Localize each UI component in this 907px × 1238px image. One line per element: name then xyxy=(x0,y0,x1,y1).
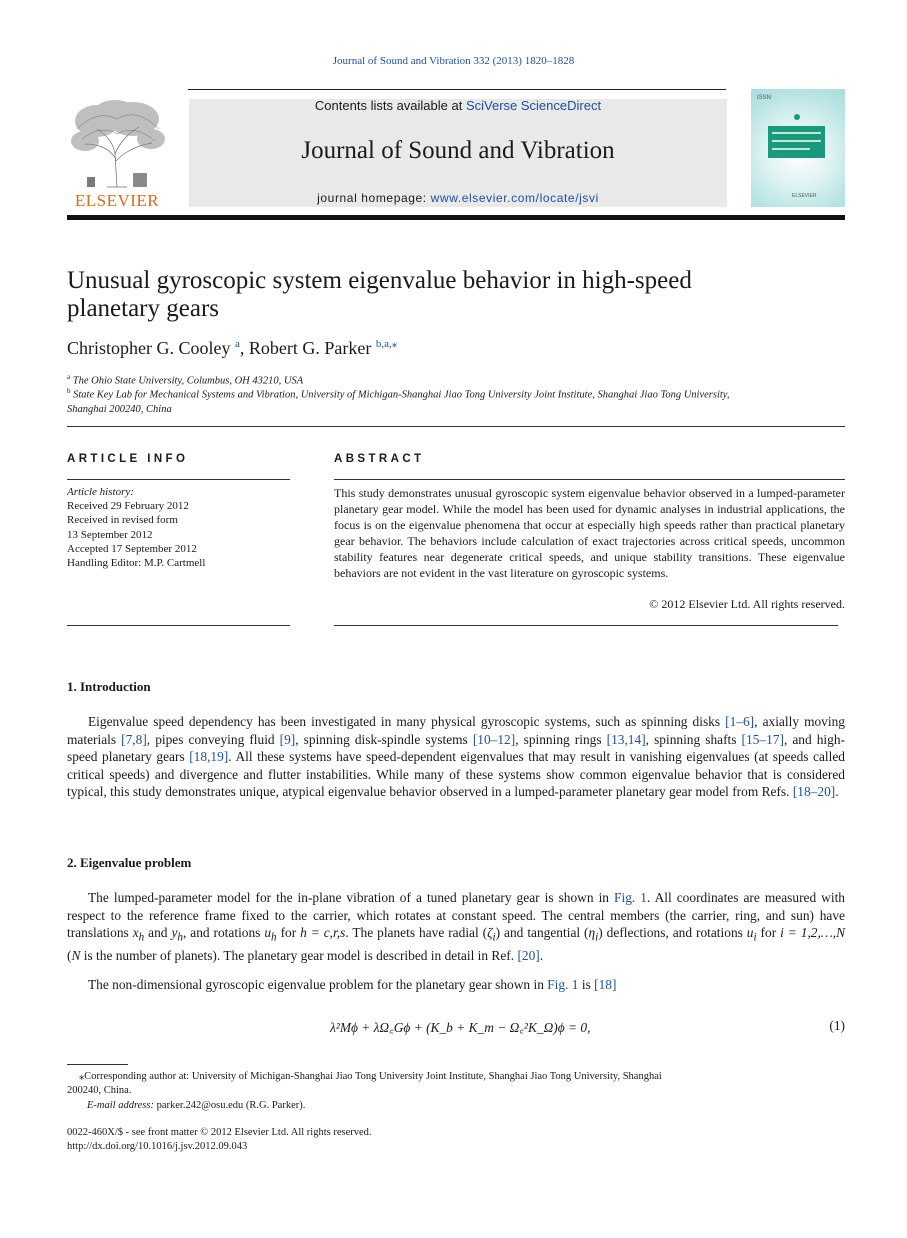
homepage-link[interactable]: www.elsevier.com/locate/jsvi xyxy=(430,191,599,205)
reference-link[interactable]: [13,14] xyxy=(606,731,646,747)
math-symbol: x xyxy=(132,925,139,941)
section-heading-introduction: 1. Introduction xyxy=(67,679,151,694)
journal-homepage-line xyxy=(189,191,727,205)
article-info-rule xyxy=(67,479,290,480)
author-name[interactable]: Christopher G. Cooley xyxy=(67,338,231,358)
journal-title: Journal of Sound and Vibration xyxy=(301,137,615,164)
body-text: , and rotations xyxy=(182,925,265,941)
elsevier-wordmark: ELSEVIER xyxy=(74,191,160,210)
tree-icon xyxy=(67,99,167,189)
article-title-line: Unusual gyroscopic system eigenvalue behavior in high-speed xyxy=(67,267,692,294)
header-top-rule xyxy=(188,89,726,90)
body-text: , and high-speed planetary gears xyxy=(67,731,845,765)
cover-publisher-text: ELSEVIER xyxy=(792,193,817,199)
introduction-paragraph xyxy=(67,713,845,801)
abstract-text: This study demonstrates unusual gyroscopic system eigenvalue behavior observed in a lumped-parameter planetary gear model. While the model has been used for dynamic analyses in industrial applications, the focus is on the eigenvalue phenomena that occur at especially high speeds rather than practical planetary gear behavior. The behaviors include calculation of exact trajectories across critical speeds, uncommon stability features near degenerate critical speeds, and unique stability transitions. These eigenvalue behaviors are not evident in the vast literature on gyroscopic systems. xyxy=(334,486,845,580)
body-text: . All these systems have speed-dependent eigenvalues that may result in vanishing eigenvalues (at speeds called critical speeds) and divergence and flutter instabilities. While many of these systems show common eigenvalue behavior that is considered typical, this study demonstrates unique, atypical eigenvalue behavior observed in a lumped-parameter planetary gear model from Refs. xyxy=(67,749,845,800)
figure-link[interactable]: Fig. 1 xyxy=(547,977,579,992)
body-text: ( xyxy=(67,948,72,964)
author-separator: , xyxy=(239,338,249,358)
body-text: ) deflections, and rotations xyxy=(598,925,747,941)
header-thick-rule xyxy=(67,215,845,220)
cover-title-box xyxy=(768,126,825,158)
cover-title-line xyxy=(772,132,821,134)
affiliation-text: The Ohio State University, Columbus, OH 43210, USA xyxy=(72,375,304,387)
front-matter-line: 0022-460X/$ - see front matter © 2012 Elsevier Ltd. All rights reserved. xyxy=(67,1127,372,1138)
abstract-rule xyxy=(334,479,845,480)
body-text: Eigenvalue speed dependency has been investigated in many physical gyroscopic systems, such as spinning disks xyxy=(88,714,726,729)
article-info-bottom-rule xyxy=(67,625,290,626)
cover-title-line xyxy=(772,148,810,150)
corresponding-author-footnote xyxy=(67,1070,845,1098)
journal-citation[interactable]: Journal of Sound and Vibration 332 (2013) 1820–1828 xyxy=(332,55,575,67)
math-subscript: i xyxy=(753,931,757,944)
doi-link[interactable]: http://dx.doi.org/10.1016/j.jsv.2012.09.043 xyxy=(67,1141,248,1152)
body-text: ) and tangential ( xyxy=(495,925,589,941)
author-affiliation-mark[interactable]: b,a,⁎ xyxy=(375,338,398,350)
eigenvalue-paragraph xyxy=(67,889,845,965)
footnote-text: 200240, China. xyxy=(67,1085,132,1096)
body-text: , spinning rings xyxy=(515,731,607,747)
contents-prefix: Contents lists available at xyxy=(314,98,466,113)
figure-link[interactable]: Fig. 1 xyxy=(614,890,647,905)
body-text: is xyxy=(578,977,595,992)
math-expression: = c,r,s xyxy=(306,925,346,941)
contents-line xyxy=(189,98,727,113)
history-item: Accepted 17 September 2012 xyxy=(67,542,197,555)
reference-link[interactable]: [7,8] xyxy=(121,731,147,747)
reference-link[interactable]: [15–17] xyxy=(741,731,784,747)
math-subscript: i xyxy=(492,931,496,944)
math-subscript: h xyxy=(138,931,145,944)
footnote-text: Corresponding author at: University of Michigan-Shanghai Jiao Tong University Joint Institute, Shanghai Jiao Tong University, Shanghai xyxy=(84,1071,662,1082)
author-list xyxy=(67,337,397,359)
homepage-prefix: journal homepage: xyxy=(317,191,431,205)
math-symbol: ζ xyxy=(487,925,493,941)
body-text: , axially moving materials xyxy=(67,714,845,747)
math-symbol: η xyxy=(588,925,596,941)
affiliation-text: State Key Lab for Mechanical Systems and Vibration, University of Michigan-Shanghai Jiao Tong University Joint Institute, Shanghai Jiao Tong University, xyxy=(73,389,730,401)
history-item: 13 September 2012 xyxy=(67,528,153,541)
affiliation-mark: a xyxy=(67,373,71,381)
math-symbol: N xyxy=(71,948,81,964)
article-info-heading: ARTICLE INFO xyxy=(67,453,189,465)
email-label: E-mail address: xyxy=(87,1100,154,1111)
body-text: and xyxy=(144,925,172,941)
footnote-mark: ⁎ xyxy=(79,1071,85,1082)
article-history xyxy=(67,485,292,570)
history-item: Received in revised form xyxy=(67,514,178,527)
history-label: Article history: xyxy=(67,486,134,498)
affiliation-mark: b xyxy=(67,387,71,395)
sciencedirect-link[interactable]: SciVerse ScienceDirect xyxy=(465,98,602,113)
email-footnote xyxy=(67,1099,845,1113)
cover-title-line xyxy=(772,140,821,142)
section-heading-eigenvalue-problem: 2. Eigenvalue problem xyxy=(67,855,192,870)
math-symbol: h xyxy=(300,925,307,941)
article-title-line: planetary gears xyxy=(67,295,220,322)
math-symbol: y xyxy=(171,925,178,941)
body-text: . The planets have radial ( xyxy=(345,925,488,941)
history-item: Received 29 February 2012 xyxy=(67,500,189,513)
math-symbol: u xyxy=(264,925,272,941)
author-affiliation-mark[interactable]: a xyxy=(235,338,240,350)
cover-emblem-icon xyxy=(794,114,800,120)
reference-link[interactable]: [1–6] xyxy=(725,714,755,729)
article-title xyxy=(67,267,827,323)
body-text: . xyxy=(835,784,839,800)
eigenvalue-equation-intro xyxy=(67,976,845,994)
body-text: The lumped-parameter model for the in-plane vibration of a tuned planetary gear is shown in xyxy=(88,890,615,905)
affiliation-divider xyxy=(67,426,845,427)
reference-link[interactable]: [9] xyxy=(279,731,296,747)
email-address[interactable]: parker.242@osu.edu (R.G. Parker). xyxy=(153,1100,306,1111)
body-text: , spinning disk-spindle systems xyxy=(295,731,473,747)
abstract-copyright: © 2012 Elsevier Ltd. All rights reserved. xyxy=(649,597,845,611)
reference-link[interactable]: [18,19] xyxy=(189,749,229,765)
body-text: The non-dimensional gyroscopic eigenvalue problem for the planetary gear shown in xyxy=(88,977,548,992)
footnote-rule xyxy=(67,1064,128,1065)
body-text: . All coordinates are measured with respect to the reference frame fixed to the carrier, which rotates at constant speed. The central members (the carrier, ring, and sun) have translations xyxy=(67,890,845,941)
reference-link[interactable]: [20] xyxy=(517,948,540,964)
body-text: for xyxy=(756,925,781,941)
history-item: Handling Editor: M.P. Cartmell xyxy=(67,557,206,570)
reference-link[interactable]: [18] xyxy=(594,977,617,992)
equation-number: (1) xyxy=(829,1018,845,1033)
affiliation-text: Shanghai 200240, China xyxy=(67,403,172,415)
math-symbol: u xyxy=(746,925,754,941)
abstract-bottom-rule xyxy=(334,625,838,626)
reference-link[interactable]: [18–20] xyxy=(792,784,836,800)
affiliation-b xyxy=(67,384,845,417)
author-name[interactable]: Robert G. Parker xyxy=(248,338,372,358)
math-subscript: h xyxy=(271,931,277,944)
math-subscript: h xyxy=(177,931,183,944)
body-text: for xyxy=(276,925,301,941)
math-expression: = 1,2,…,N xyxy=(783,925,846,941)
equation-body: λ²Mϕ + λΩ꜀Gϕ + (K_b + K_m − Ω꜀²K_Ω)ϕ = 0, xyxy=(330,1020,591,1035)
body-text: . xyxy=(539,948,544,964)
reference-link[interactable]: [10–12] xyxy=(472,731,516,747)
abstract-heading: ABSTRACT xyxy=(334,453,425,465)
math-symbol: i xyxy=(780,925,784,941)
math-subscript: i xyxy=(595,931,599,944)
body-text: , pipes conveying fluid xyxy=(146,731,280,747)
cover-issn-text: ISSN xyxy=(757,95,772,101)
body-text: is the number of planets). The planetary gear model is described in detail in Ref. xyxy=(80,948,518,964)
body-text: , spinning shafts xyxy=(645,731,742,747)
